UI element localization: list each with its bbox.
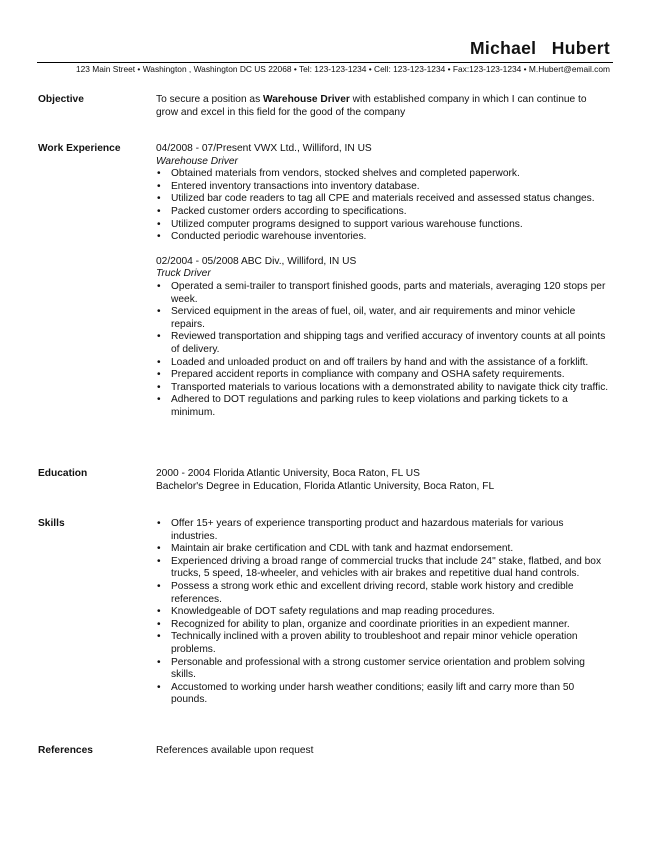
list-item: • Serviced equipment in the areas of fuel, oil, water, and air requirements and minor vehicle repairs. [156, 306, 610, 331]
list-item: • Offer 15+ years of experience transporting product and hazardous materials for various industries. [156, 518, 610, 543]
job-entry [156, 143, 610, 244]
list-item: • Accustomed to working under harsh weather conditions; easily lift and carry more than 50 pounds. [156, 682, 610, 707]
job-duties-list [156, 168, 610, 244]
list-item: • Transported materials to various locations with a demonstrated ability to navigate thick city traffic. [156, 382, 610, 395]
education-degree: Bachelor's Degree in Education, Florida Atlantic University, Boca Raton, FL [156, 480, 495, 492]
list-item: • Knowledgeable of DOT safety regulations and map reading procedures. [156, 606, 610, 619]
references-text: References available upon request [156, 745, 314, 756]
work-experience-section [38, 143, 610, 431]
list-item: • Recognized for ability to plan, organize and coordinate priorities in an expedient manner. [156, 619, 610, 632]
list-item: • Technically inclined with a proven ability to troubleshoot and repair minor vehicle operation problems. [156, 631, 610, 656]
objective-text: To secure a position as Warehouse Driver with established company in which I can continue to grow and excel in this field for the good of the company [156, 94, 587, 118]
list-item: • Conducted periodic warehouse inventories. [156, 231, 610, 244]
list-item: • Personable and professional with a strong customer service orientation and problem solving skills. [156, 657, 610, 682]
candidate-name: Michael Hubert [470, 38, 610, 58]
list-item: • Packed customer orders according to specifications. [156, 206, 610, 219]
section-label-work-experience: Work Experience [38, 143, 121, 154]
job-header: 02/2004 - 05/2008 ABC Div., Williford, IN US [156, 255, 357, 267]
references-section [38, 745, 610, 758]
list-item: • Possess a strong work ethic and excellent driving record, stable work history and credible references. [156, 581, 610, 606]
job-header: 04/2008 - 07/Present VWX Ltd., Williford, IN US [156, 143, 372, 154]
skills-list [156, 518, 610, 707]
list-item: • Loaded and unloaded product on and off trailers by hand and with the assistance of a forklift. [156, 357, 610, 370]
list-item: • Maintain air brake certification and CDL with tank and hazmat endorsement. [156, 543, 610, 556]
section-label-objective: Objective [38, 94, 84, 105]
list-item: • Entered inventory transactions into inventory database. [156, 181, 610, 194]
education-dates-school: 2000 - 2004 Florida Atlantic University, Boca Raton, FL US [156, 468, 420, 479]
skills-section [38, 518, 610, 707]
header-divider [37, 62, 613, 63]
list-item: • Adhered to DOT regulations and parking rules to keep violations and parking tickets to a minimum. [156, 394, 610, 419]
list-item: • Experienced driving a broad range of commercial trucks that include 24" stake, flatbed, and box trucks, 5 speed, 18-wheeler, and vehicles with air brakes and repetitive dual hand controls. [156, 556, 610, 581]
job-title: Truck Driver [156, 268, 211, 280]
contact-info: 123 Main Street • Washington , Washington DC US 22068 • Tel: 123-123-1234 • Cell: 123-123-1234 • Fax:123-123-1234 • M.Hubert@email.com [75, 64, 610, 74]
job-entry [156, 256, 610, 420]
list-item: • Reviewed transportation and shipping tags and verified accuracy of inventory counts at all points of delivery. [156, 331, 610, 356]
objective-section [38, 94, 610, 119]
list-item: • Obtained materials from vendors, stocked shelves and completed paperwork. [156, 168, 610, 181]
section-label-references: References [38, 745, 93, 756]
list-item: • Utilized bar code readers to tag all CPE and materials received and assessed status changes. [156, 193, 610, 206]
list-item: • Prepared accident reports in compliance with company and OSHA safety requirements. [156, 369, 610, 382]
section-label-skills: Skills [38, 518, 65, 529]
job-title: Warehouse Driver [156, 155, 238, 167]
section-label-education: Education [38, 468, 88, 479]
education-section [38, 468, 610, 493]
list-item: • Operated a semi-trailer to transport finished goods, parts and materials, averaging 120 stops per week. [156, 281, 610, 306]
job-duties-list [156, 281, 610, 420]
objective-target-role: Warehouse Driver [263, 94, 350, 105]
list-item: • Utilized computer programs designed to support various warehouse functions. [156, 219, 610, 232]
